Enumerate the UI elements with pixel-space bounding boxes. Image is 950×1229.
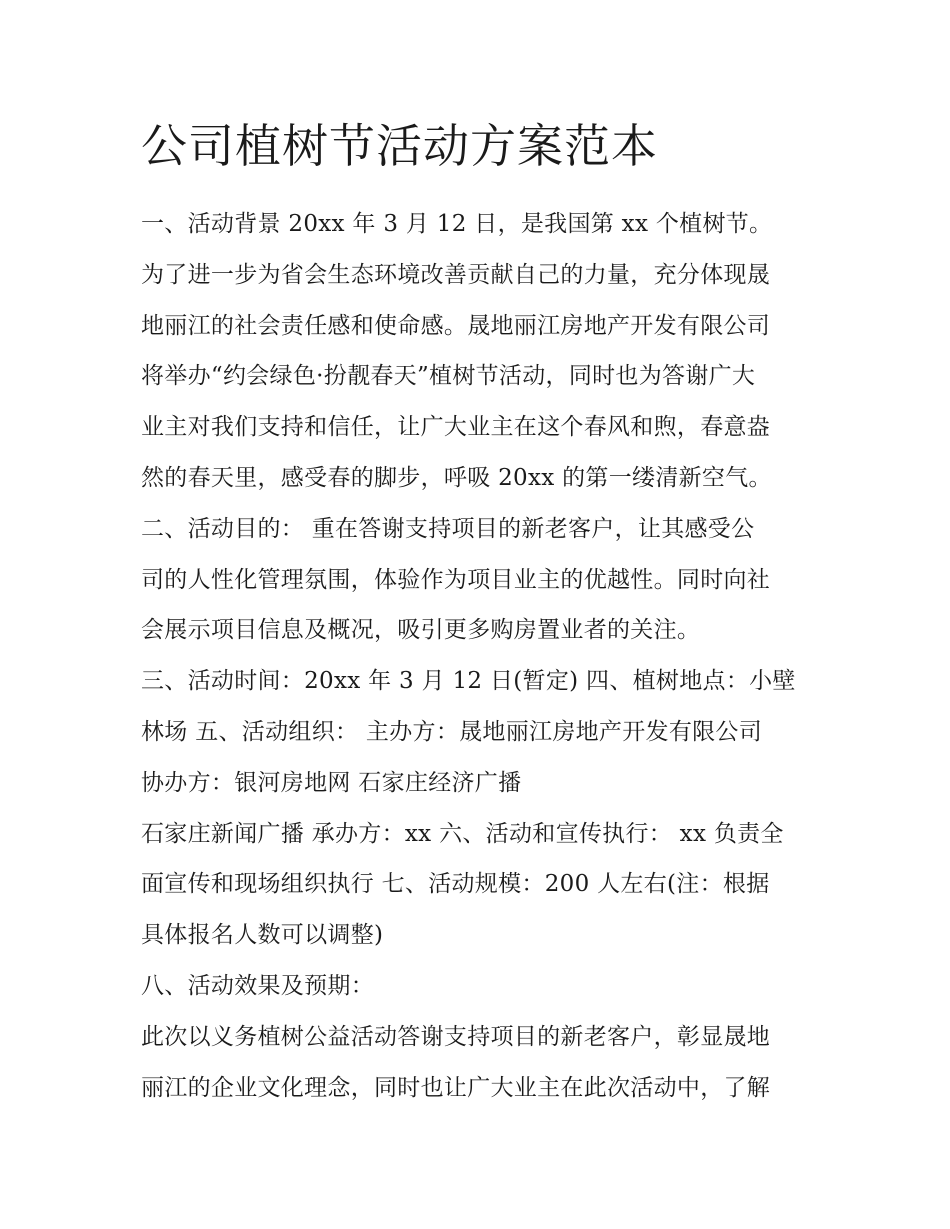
body-line-7: 二、活动目的： 重在答谢支持项目的新老客户，让其感受公 [141,515,755,542]
body-line-16: 八、活动效果及预期： [141,972,374,999]
body-line-18: 丽江的企业文化理念，同时也让广大业主在此次活动中，了解 [141,1074,771,1101]
body-line-10: 三、活动时间：20xx 年 3 月 12 日(暂定) 四、植树地点：小壁 [141,668,796,695]
body-line-3: 地丽江的社会责任感和使命感。晟地丽江房地产开发有限公司 [141,312,771,339]
body-line-5: 业主对我们支持和信任，让广大业主在这个春风和煦，春意盎 [141,414,771,441]
body-line-11: 林场 五、活动组织： 主办方：晟地丽江房地产开发有限公司 [141,718,763,745]
body-line-1: 一、活动背景 20xx 年 3 月 12 日，是我国第 xx 个植树节。 [141,211,773,237]
body-line-13: 石家庄新闻广播 承办方：xx 六、活动和宣传执行： xx 负责全 [141,820,784,847]
body-line-9: 会展示项目信息及概况，吸引更多购房置业者的关注。 [141,617,701,644]
body-line-15: 具体报名人数可以调整) [141,922,384,949]
body-line-2: 为了进一步为省会生态环境改善贡献自己的力量，充分体现晟 [141,261,771,288]
body-line-12: 协办方：银河房地网 石家庄经济广播 [141,769,522,796]
body-line-8: 司的人性化管理氛围，体验作为项目业主的优越性。同时向社 [141,566,771,593]
document-body [141,199,821,1113]
body-line-17: 此次以义务植树公益活动答谢支持项目的新老客户，彰显晟地 [141,1023,771,1050]
body-line-4: 将举办“约会绿色·扮靓春天”植树节活动，同时也为答谢广大 [141,363,756,390]
document-title: 公司植树节活动方案范本 [141,119,658,173]
body-line-6: 然的春天里，感受春的脚步，呼吸 20xx 的第一缕清新空气。 [141,464,772,491]
body-line-14: 面宣传和现场组织执行 七、活动规模：200 人左右(注：根据 [141,871,770,898]
